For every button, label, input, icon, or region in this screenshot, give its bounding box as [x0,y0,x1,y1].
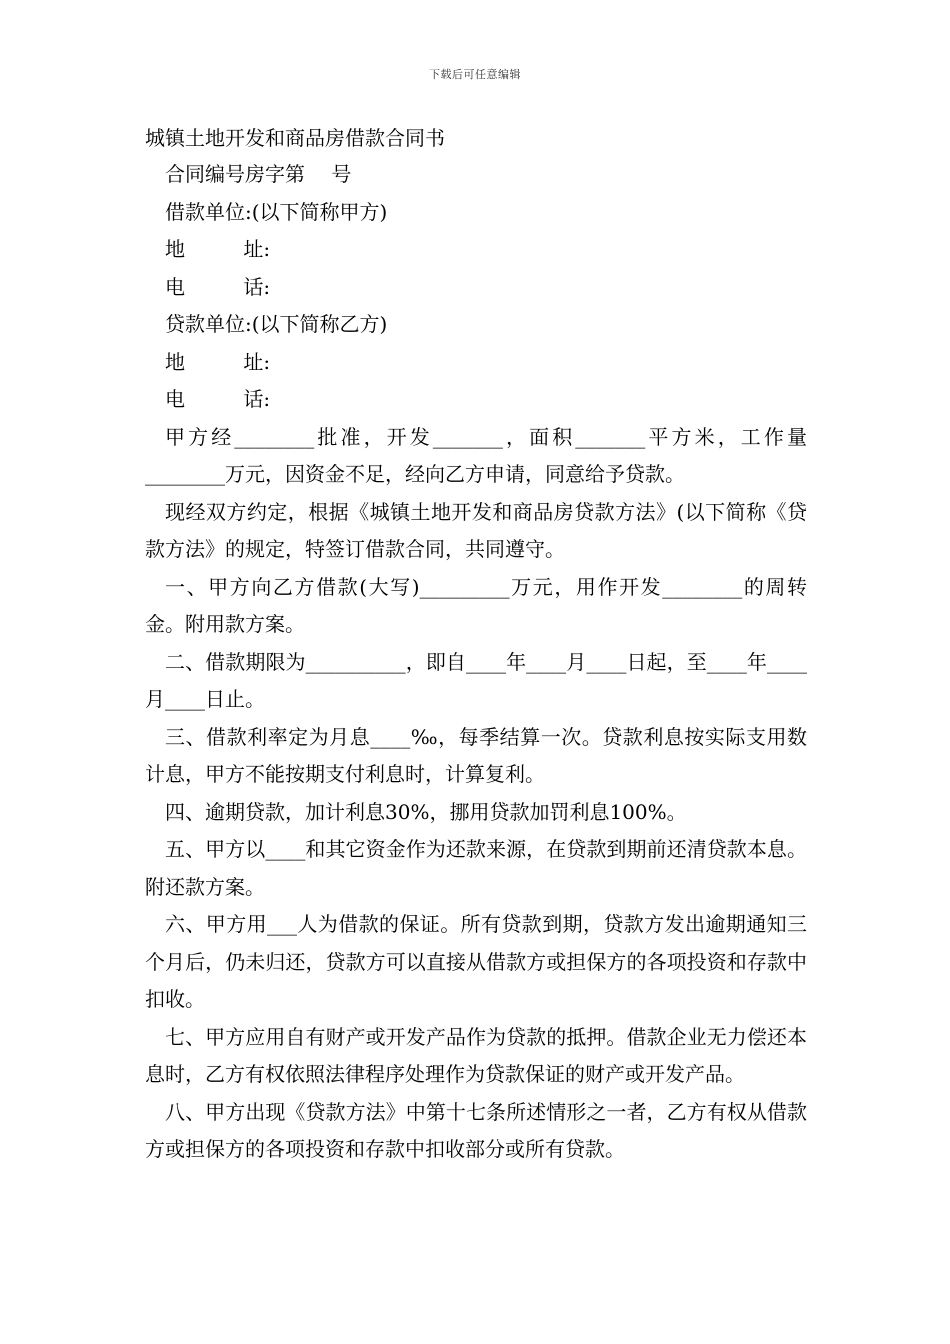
borrower-unit: 借款单位:(以下简称甲方) [165,199,388,224]
lender-phone: 电 话: [165,387,271,411]
clause-8: 八、甲方出现《贷款方法》中第十七条所述情形之一者，乙方有权从借款方或担保方的各项投资和存款中扣收部分或所有贷款。 [145,1099,807,1161]
clause-2: 二、借款期限为__________，即自____年____月____日起，至____年____月____日止。 [145,649,807,711]
clause-7: 七、甲方应用自有财产或开发产品作为贷款的抵押。借款企业无力偿还本息时，乙方有权依照法律程序处理作为贷款保证的财产或开发产品。 [145,1024,807,1086]
lender-address: 地 址: [165,349,271,374]
contract-number: 合同编号房字第 号 [165,162,352,186]
clause-4: 四、逾期贷款，加计利息30%，挪用贷款加罚利息100%。 [165,799,687,824]
clause-1: 一、甲方向乙方借款(大写)_________万元，用作开发________的周转金。附用款方案。 [145,574,807,636]
lender-unit: 贷款单位:(以下简称乙方) [165,312,388,336]
borrower-address: 地 址: [165,237,271,261]
clause-6: 六、甲方用___人为借款的保证。所有贷款到期，贷款方发出逾期通知三个月后，仍未归还，贷款方可以直接从借款方或担保方的各项投资和存款中扣收。 [145,912,807,1011]
page-header: 下载后可任意编辑 [429,68,521,81]
paragraph-agreement: 现经双方约定，根据《城镇土地开发和商品房贷款方法》(以下简称《贷款方法》的规定，特签订借款合同，共同遵守。 [145,499,807,561]
paragraph-approval: 甲方经________批准，开发_______，面积_______平方米，工作量________万元，因资金不足，经向乙方申请，同意给予贷款。 [145,424,807,486]
document-title: 城镇土地开发和商品房借款合同书 [145,126,445,150]
clause-5: 五、甲方以____和其它资金作为还款来源，在贷款到期前还清贷款本息。附还款方案。 [145,837,807,899]
borrower-phone: 电 话: [165,274,271,299]
document-body [145,120,807,1169]
clause-3: 三、借款利率定为月息____‰，每季结算一次。贷款利息按实际支用数计息，甲方不能按期支付利息时，计算复利。 [145,724,807,786]
